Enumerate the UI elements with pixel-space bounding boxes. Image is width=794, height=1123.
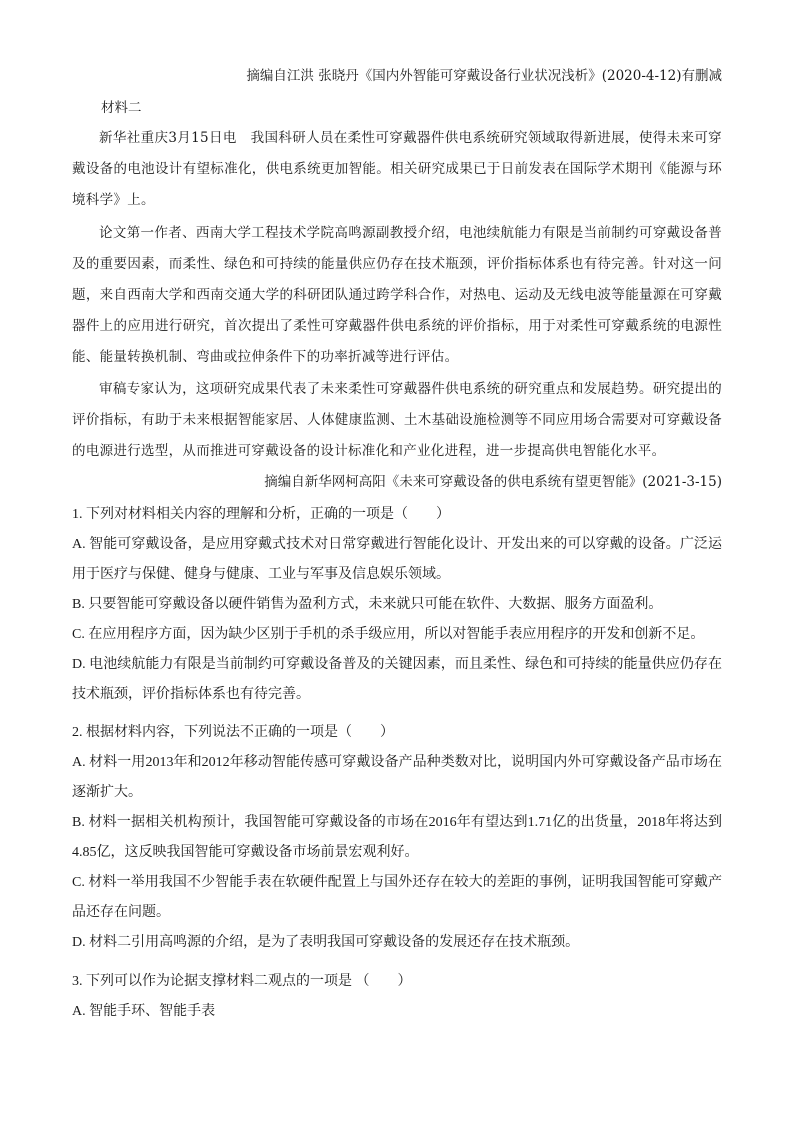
question-1 — [72, 500, 722, 710]
source-citation-material-2: 摘编自新华网柯高阳《未来可穿戴设备的供电系统有望更智能》(2021-3-15) — [264, 474, 722, 490]
question-stem: 2. 根据材料内容，下列说法不正确的一项是（ ） — [72, 725, 394, 740]
option-d: D. 电池续航能力有限是当前制约可穿戴设备普及的关键因素，而且柔性、绿色和可持续的能量供应仍存在技术瓶颈，评价指标体系也有待完善。 — [72, 657, 722, 702]
option-a: A. 智能可穿戴设备，是应用穿戴式技术对日常穿戴进行智能化设计、开发出来的可以穿戴的设备。广泛运用于医疗与保健、健身与健康、工业与军事及信息娱乐领域。 — [72, 537, 722, 582]
option-b: B. 材料一据相关机构预计，我国智能可穿戴设备的市场在2016年有望达到1.71亿的出货量，2018年将达到4.85亿，这反映我国智能可穿戴设备市场前景宏观利好。 — [72, 815, 722, 860]
option-c: C. 材料一举用我国不少智能手表在软硬件配置上与国外还存在较大的差距的事例，证明我国智能可穿戴产品还存在问题。 — [72, 875, 722, 920]
question-stem: 1. 下列对材料相关内容的理解和分析，正确的一项是（ ） — [72, 507, 450, 522]
option-a: A. 智能手环、智能手表 — [72, 1004, 216, 1019]
option-c: C. 在应用程序方面，因为缺少区别于手机的杀手级应用，所以对智能手表应用程序的开发和创新不足。 — [72, 627, 705, 642]
material-2-paragraph-1: 新华社重庆3月15日电 我国科研人员在柔性可穿戴器件供电系统研究领域取得新进展，使得未来可穿戴设备的电池设计有望标准化，供电系统更加智能。相关研究成果已于日前发表在国际学术期刊《能源与环境科学》上。 — [72, 130, 722, 208]
option-a: A. 材料一用2013年和2012年移动智能传感可穿戴设备产品种类数对比，说明国内外可穿戴设备产品市场在逐渐扩大。 — [72, 755, 722, 800]
question-stem: 3. 下列可以作为论据支撑材料二观点的一项是 （ ） — [72, 974, 412, 989]
source-citation-material-1: 摘编自江洪 张晓丹《国内外智能可穿戴设备行业状况浅析》(2020-4-12)有删减 — [246, 68, 722, 84]
material-2-paragraph-3: 审稿专家认为，这项研究成果代表了未来柔性可穿戴器件供电系统的研究重点和发展趋势。研究提出的评价指标，有助于未来根据智能家居、人体健康监测、土木基础设施检测等不同应用场合需要对可穿戴设备的电源进行选型，从而推进可穿戴设备的设计标准化和产业化进程，进一步提高供电智能化水平。 — [72, 381, 722, 459]
question-3 — [72, 967, 722, 1027]
question-2 — [72, 718, 722, 958]
material-2-heading: 材料二 — [101, 100, 142, 116]
option-d: D. 材料二引用高鸣源的介绍，是为了表明我国可穿戴设备的发展还存在技术瓶颈。 — [72, 935, 580, 950]
material-2-paragraph-2: 论文第一作者、西南大学工程技术学院高鸣源副教授介绍，电池续航能力有限是当前制约可穿戴设备普及的重要因素，而柔性、绿色和可持续的能量供应仍存在技术瓶颈，评价指标体系也有待完善。针对这一问题，来自西南大学和西南交通大学的科研团队通过跨学科合作，对热电、运动及无线电波等能量源在可穿戴器件上的应用进行研究，首次提出了柔性可穿戴器件供电系统的评价指标，用于对柔性可穿戴系统的电源性能、能量转换机制、弯曲或拉伸条件下的功率折减等进行评估。 — [72, 225, 722, 365]
option-b: B. 只要智能可穿戴设备以硬件销售为盈利方式，未来就只可能在软件、大数据、服务方面盈利。 — [72, 597, 663, 612]
